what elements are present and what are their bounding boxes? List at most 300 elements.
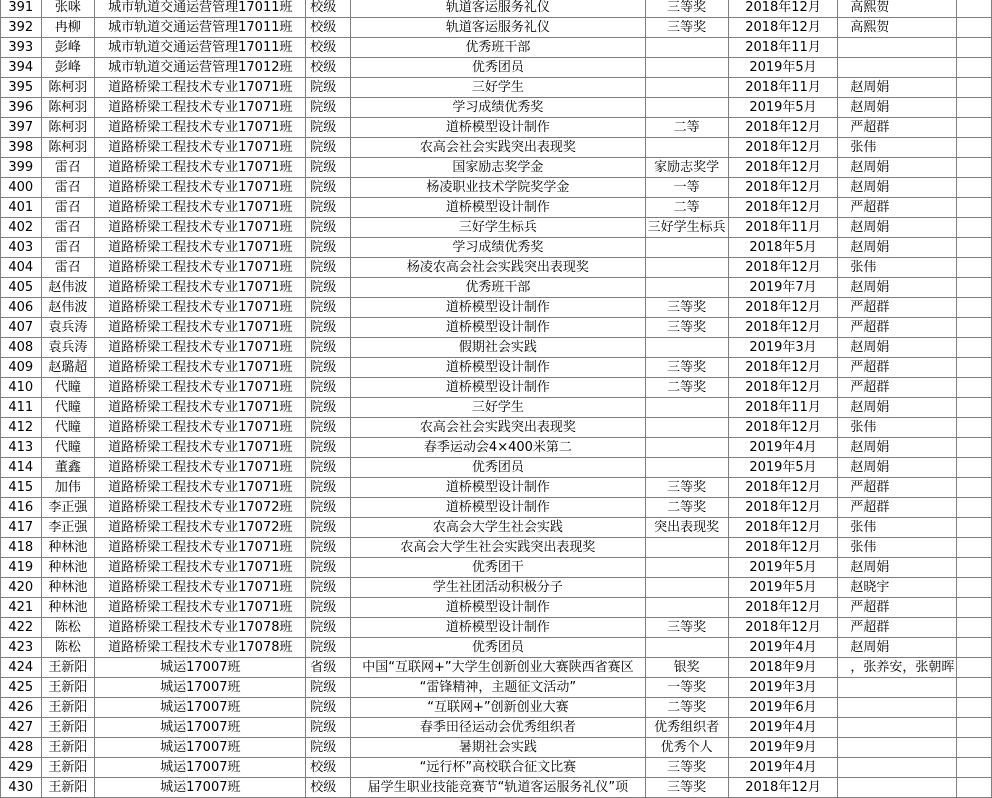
teacher-cell[interactable] <box>838 758 957 778</box>
date-cell[interactable]: 2018年12月 <box>728 18 838 38</box>
row-number-cell[interactable]: 404 <box>1 258 42 278</box>
date-cell[interactable]: 2018年12月 <box>728 618 838 638</box>
award-cell[interactable]: 道桥模型设计制作 <box>351 618 645 638</box>
level-cell[interactable]: 院级 <box>306 498 351 518</box>
teacher-cell[interactable]: 赵周娟 <box>838 158 957 178</box>
date-cell[interactable]: 2018年12月 <box>728 158 838 178</box>
grade-cell[interactable] <box>645 558 728 578</box>
teacher-cell[interactable] <box>838 778 957 798</box>
teacher-cell[interactable]: 严超群 <box>838 618 957 638</box>
empty-cell[interactable] <box>957 0 992 18</box>
row-number-cell[interactable]: 423 <box>1 638 42 658</box>
class-cell[interactable]: 道路桥梁工程技术专业17071班 <box>95 78 306 98</box>
teacher-cell[interactable]: 赵周娟 <box>838 638 957 658</box>
row-number-cell[interactable]: 416 <box>1 498 42 518</box>
class-cell[interactable]: 道路桥梁工程技术专业17071班 <box>95 378 306 398</box>
level-cell[interactable]: 院级 <box>306 678 351 698</box>
award-cell[interactable]: 春季运动会4×400米第二 <box>351 438 645 458</box>
empty-cell[interactable] <box>957 738 992 758</box>
award-cell[interactable]: 道桥模型设计制作 <box>351 498 645 518</box>
row-number-cell[interactable]: 415 <box>1 478 42 498</box>
level-cell[interactable]: 院级 <box>306 718 351 738</box>
class-cell[interactable]: 道路桥梁工程技术专业17071班 <box>95 198 306 218</box>
level-cell[interactable]: 校级 <box>306 58 351 78</box>
student-name-cell[interactable]: 雷召 <box>41 218 95 238</box>
date-cell[interactable]: 2018年12月 <box>728 478 838 498</box>
row-number-cell[interactable]: 409 <box>1 358 42 378</box>
grade-cell[interactable]: 三等奖 <box>645 18 728 38</box>
level-cell[interactable]: 院级 <box>306 478 351 498</box>
grade-cell[interactable] <box>645 98 728 118</box>
grade-cell[interactable] <box>645 258 728 278</box>
class-cell[interactable]: 城市轨道交通运营管理17012班 <box>95 58 306 78</box>
grade-cell[interactable]: 优秀组织者 <box>645 718 728 738</box>
empty-cell[interactable] <box>957 518 992 538</box>
row-number-cell[interactable]: 429 <box>1 758 42 778</box>
row-number-cell[interactable]: 393 <box>1 38 42 58</box>
teacher-cell[interactable]: 严超群 <box>838 118 957 138</box>
row-number-cell[interactable]: 418 <box>1 538 42 558</box>
grade-cell[interactable]: 家励志奖学 <box>645 158 728 178</box>
row-number-cell[interactable]: 392 <box>1 18 42 38</box>
teacher-cell[interactable]: 严超群 <box>838 198 957 218</box>
student-name-cell[interactable]: 种林池 <box>41 558 95 578</box>
date-cell[interactable]: 2018年12月 <box>728 778 838 798</box>
class-cell[interactable]: 道路桥梁工程技术专业17071班 <box>95 118 306 138</box>
award-cell[interactable]: 道桥模型设计制作 <box>351 198 645 218</box>
teacher-cell[interactable]: 严超群 <box>838 298 957 318</box>
teacher-cell[interactable]: 严超群 <box>838 598 957 618</box>
row-number-cell[interactable]: 405 <box>1 278 42 298</box>
award-cell[interactable]: 三好学生 <box>351 398 645 418</box>
level-cell[interactable]: 校级 <box>306 0 351 18</box>
award-cell[interactable]: 道桥模型设计制作 <box>351 318 645 338</box>
empty-cell[interactable] <box>957 438 992 458</box>
class-cell[interactable]: 道路桥梁工程技术专业17072班 <box>95 498 306 518</box>
class-cell[interactable]: 道路桥梁工程技术专业17071班 <box>95 158 306 178</box>
empty-cell[interactable] <box>957 38 992 58</box>
student-name-cell[interactable]: 王新阳 <box>41 778 95 798</box>
level-cell[interactable]: 院级 <box>306 698 351 718</box>
level-cell[interactable]: 院级 <box>306 98 351 118</box>
student-name-cell[interactable]: 赵伟波 <box>41 278 95 298</box>
teacher-cell[interactable]: 赵周娟 <box>838 98 957 118</box>
empty-cell[interactable] <box>957 418 992 438</box>
teacher-cell[interactable]: 赵周娟 <box>838 278 957 298</box>
date-cell[interactable]: 2018年12月 <box>728 198 838 218</box>
row-number-cell[interactable]: 413 <box>1 438 42 458</box>
teacher-cell[interactable]: 张伟 <box>838 418 957 438</box>
class-cell[interactable]: 道路桥梁工程技术专业17071班 <box>95 418 306 438</box>
level-cell[interactable]: 院级 <box>306 378 351 398</box>
row-number-cell[interactable]: 411 <box>1 398 42 418</box>
teacher-cell[interactable]: 高熙贺 <box>838 18 957 38</box>
row-number-cell[interactable]: 412 <box>1 418 42 438</box>
date-cell[interactable]: 2019年5月 <box>728 98 838 118</box>
level-cell[interactable]: 院级 <box>306 178 351 198</box>
class-cell[interactable]: 城运17007班 <box>95 658 306 678</box>
student-name-cell[interactable]: 种林池 <box>41 598 95 618</box>
empty-cell[interactable] <box>957 78 992 98</box>
grade-cell[interactable]: 二等 <box>645 118 728 138</box>
teacher-cell[interactable]: 赵周娟 <box>838 178 957 198</box>
grade-cell[interactable] <box>645 578 728 598</box>
date-cell[interactable]: 2019年4月 <box>728 438 838 458</box>
grade-cell[interactable]: 三等奖 <box>645 478 728 498</box>
student-name-cell[interactable]: 张咪 <box>41 0 95 18</box>
student-name-cell[interactable]: 雷召 <box>41 238 95 258</box>
teacher-cell[interactable] <box>838 698 957 718</box>
date-cell[interactable]: 2018年12月 <box>728 298 838 318</box>
student-name-cell[interactable]: 王新阳 <box>41 678 95 698</box>
date-cell[interactable]: 2018年12月 <box>728 258 838 278</box>
level-cell[interactable]: 院级 <box>306 638 351 658</box>
class-cell[interactable]: 道路桥梁工程技术专业17071班 <box>95 558 306 578</box>
student-name-cell[interactable]: 袁兵涛 <box>41 338 95 358</box>
teacher-cell[interactable]: 赵周娟 <box>838 78 957 98</box>
grade-cell[interactable] <box>645 398 728 418</box>
student-name-cell[interactable]: 雷召 <box>41 258 95 278</box>
date-cell[interactable]: 2018年11月 <box>728 38 838 58</box>
empty-cell[interactable] <box>957 98 992 118</box>
date-cell[interactable]: 2018年12月 <box>728 318 838 338</box>
date-cell[interactable]: 2018年12月 <box>728 418 838 438</box>
class-cell[interactable]: 道路桥梁工程技术专业17071班 <box>95 298 306 318</box>
empty-cell[interactable] <box>957 598 992 618</box>
level-cell[interactable]: 院级 <box>306 158 351 178</box>
row-number-cell[interactable]: 422 <box>1 618 42 638</box>
award-cell[interactable]: 优秀团员 <box>351 458 645 478</box>
date-cell[interactable]: 2018年11月 <box>728 218 838 238</box>
award-cell[interactable]: 暑期社会实践 <box>351 738 645 758</box>
level-cell[interactable]: 院级 <box>306 418 351 438</box>
row-number-cell[interactable]: 427 <box>1 718 42 738</box>
date-cell[interactable]: 2018年12月 <box>728 0 838 18</box>
student-name-cell[interactable]: 王新阳 <box>41 658 95 678</box>
level-cell[interactable]: 院级 <box>306 198 351 218</box>
award-cell[interactable]: 杨凌农高会社会实践突出表现奖 <box>351 258 645 278</box>
award-cell[interactable]: “雷锋精神，主题征文活动” <box>351 678 645 698</box>
date-cell[interactable]: 2018年12月 <box>728 538 838 558</box>
student-name-cell[interactable]: 陈柯羽 <box>41 118 95 138</box>
level-cell[interactable]: 院级 <box>306 518 351 538</box>
empty-cell[interactable] <box>957 258 992 278</box>
class-cell[interactable]: 城运17007班 <box>95 758 306 778</box>
student-name-cell[interactable]: 李正强 <box>41 518 95 538</box>
student-name-cell[interactable]: 董鑫 <box>41 458 95 478</box>
award-cell[interactable]: 优秀团干 <box>351 558 645 578</box>
date-cell[interactable]: 2018年11月 <box>728 398 838 418</box>
teacher-cell[interactable]: 赵周娟 <box>838 218 957 238</box>
award-cell[interactable]: 轨道客运服务礼仪 <box>351 18 645 38</box>
empty-cell[interactable] <box>957 198 992 218</box>
grade-cell[interactable]: 三等奖 <box>645 778 728 798</box>
empty-cell[interactable] <box>957 138 992 158</box>
teacher-cell[interactable]: 赵周娟 <box>838 458 957 478</box>
row-number-cell[interactable]: 395 <box>1 78 42 98</box>
date-cell[interactable]: 2018年12月 <box>728 138 838 158</box>
award-cell[interactable]: 道桥模型设计制作 <box>351 478 645 498</box>
student-name-cell[interactable]: 彭峰 <box>41 58 95 78</box>
student-name-cell[interactable]: 代瞳 <box>41 438 95 458</box>
row-number-cell[interactable]: 419 <box>1 558 42 578</box>
empty-cell[interactable] <box>957 58 992 78</box>
level-cell[interactable]: 院级 <box>306 618 351 638</box>
row-number-cell[interactable]: 424 <box>1 658 42 678</box>
teacher-cell[interactable]: 张伟 <box>838 258 957 278</box>
student-name-cell[interactable]: 王新阳 <box>41 698 95 718</box>
level-cell[interactable]: 校级 <box>306 778 351 798</box>
date-cell[interactable]: 2019年5月 <box>728 458 838 478</box>
level-cell[interactable]: 院级 <box>306 298 351 318</box>
empty-cell[interactable] <box>957 18 992 38</box>
date-cell[interactable]: 2019年7月 <box>728 278 838 298</box>
class-cell[interactable]: 城市轨道交通运营管理17011班 <box>95 0 306 18</box>
class-cell[interactable]: 道路桥梁工程技术专业17078班 <box>95 618 306 638</box>
row-number-cell[interactable]: 403 <box>1 238 42 258</box>
grade-cell[interactable] <box>645 238 728 258</box>
class-cell[interactable]: 道路桥梁工程技术专业17078班 <box>95 638 306 658</box>
empty-cell[interactable] <box>957 178 992 198</box>
level-cell[interactable]: 院级 <box>306 278 351 298</box>
award-cell[interactable]: 优秀班干部 <box>351 38 645 58</box>
teacher-cell[interactable] <box>838 738 957 758</box>
teacher-cell[interactable]: 严超群 <box>838 498 957 518</box>
class-cell[interactable]: 道路桥梁工程技术专业17071班 <box>95 478 306 498</box>
award-cell[interactable]: 学生社团活动积极分子 <box>351 578 645 598</box>
teacher-cell[interactable]: 赵周娟 <box>838 238 957 258</box>
award-cell[interactable]: 学习成绩优秀奖 <box>351 98 645 118</box>
level-cell[interactable]: 院级 <box>306 578 351 598</box>
empty-cell[interactable] <box>957 278 992 298</box>
date-cell[interactable]: 2019年4月 <box>728 718 838 738</box>
grade-cell[interactable]: 二等奖 <box>645 378 728 398</box>
empty-cell[interactable] <box>957 538 992 558</box>
empty-cell[interactable] <box>957 498 992 518</box>
empty-cell[interactable] <box>957 758 992 778</box>
row-number-cell[interactable]: 407 <box>1 318 42 338</box>
grade-cell[interactable]: 二等奖 <box>645 498 728 518</box>
row-number-cell[interactable]: 391 <box>1 0 42 18</box>
student-name-cell[interactable]: 王新阳 <box>41 758 95 778</box>
student-name-cell[interactable]: 种林池 <box>41 538 95 558</box>
empty-cell[interactable] <box>957 218 992 238</box>
student-name-cell[interactable]: 代瞳 <box>41 378 95 398</box>
class-cell[interactable]: 道路桥梁工程技术专业17071班 <box>95 218 306 238</box>
level-cell[interactable]: 院级 <box>306 738 351 758</box>
award-cell[interactable]: 道桥模型设计制作 <box>351 378 645 398</box>
grade-cell[interactable] <box>645 638 728 658</box>
level-cell[interactable]: 院级 <box>306 138 351 158</box>
empty-cell[interactable] <box>957 398 992 418</box>
empty-cell[interactable] <box>957 638 992 658</box>
class-cell[interactable]: 道路桥梁工程技术专业17071班 <box>95 338 306 358</box>
empty-cell[interactable] <box>957 318 992 338</box>
grade-cell[interactable]: 三等奖 <box>645 358 728 378</box>
grade-cell[interactable] <box>645 438 728 458</box>
teacher-cell[interactable]: 张伟 <box>838 518 957 538</box>
row-number-cell[interactable]: 401 <box>1 198 42 218</box>
row-number-cell[interactable]: 394 <box>1 58 42 78</box>
award-cell[interactable]: 农高会社会实践突出表现奖 <box>351 418 645 438</box>
level-cell[interactable]: 院级 <box>306 238 351 258</box>
empty-cell[interactable] <box>957 158 992 178</box>
teacher-cell[interactable]: 严超群 <box>838 358 957 378</box>
row-number-cell[interactable]: 402 <box>1 218 42 238</box>
class-cell[interactable]: 道路桥梁工程技术专业17071班 <box>95 578 306 598</box>
class-cell[interactable]: 道路桥梁工程技术专业17071班 <box>95 178 306 198</box>
award-cell[interactable]: 国家励志奖学金 <box>351 158 645 178</box>
empty-cell[interactable] <box>957 698 992 718</box>
date-cell[interactable]: 2018年12月 <box>728 118 838 138</box>
award-cell[interactable]: 道桥模型设计制作 <box>351 358 645 378</box>
student-name-cell[interactable]: 陈松 <box>41 618 95 638</box>
teacher-cell[interactable]: ，张养安，张朝晖 <box>838 658 957 678</box>
grade-cell[interactable]: 二等奖 <box>645 698 728 718</box>
date-cell[interactable]: 2018年12月 <box>728 518 838 538</box>
date-cell[interactable]: 2019年4月 <box>728 758 838 778</box>
award-cell[interactable]: “远行杯”高校联合征文比赛 <box>351 758 645 778</box>
award-cell[interactable]: 道桥模型设计制作 <box>351 598 645 618</box>
level-cell[interactable]: 院级 <box>306 438 351 458</box>
student-name-cell[interactable]: 李正强 <box>41 498 95 518</box>
row-number-cell[interactable]: 430 <box>1 778 42 798</box>
grade-cell[interactable] <box>645 138 728 158</box>
award-cell[interactable]: 农高会大学生社会实践 <box>351 518 645 538</box>
class-cell[interactable]: 道路桥梁工程技术专业17071班 <box>95 138 306 158</box>
grade-cell[interactable] <box>645 58 728 78</box>
student-name-cell[interactable]: 陈柯羽 <box>41 98 95 118</box>
grade-cell[interactable]: 三好学生标兵 <box>645 218 728 238</box>
date-cell[interactable]: 2018年12月 <box>728 598 838 618</box>
date-cell[interactable]: 2019年5月 <box>728 58 838 78</box>
level-cell[interactable]: 院级 <box>306 458 351 478</box>
grade-cell[interactable]: 优秀个人 <box>645 738 728 758</box>
teacher-cell[interactable]: 赵周娟 <box>838 398 957 418</box>
grade-cell[interactable] <box>645 338 728 358</box>
award-cell[interactable]: 学习成绩优秀奖 <box>351 238 645 258</box>
grade-cell[interactable]: 一等奖 <box>645 678 728 698</box>
date-cell[interactable]: 2019年3月 <box>728 338 838 358</box>
row-number-cell[interactable]: 406 <box>1 298 42 318</box>
award-cell[interactable]: 优秀团员 <box>351 638 645 658</box>
grade-cell[interactable]: 三等奖 <box>645 298 728 318</box>
level-cell[interactable]: 校级 <box>306 18 351 38</box>
row-number-cell[interactable]: 421 <box>1 598 42 618</box>
empty-cell[interactable] <box>957 658 992 678</box>
student-name-cell[interactable]: 陈松 <box>41 638 95 658</box>
teacher-cell[interactable]: 严超群 <box>838 378 957 398</box>
row-number-cell[interactable]: 410 <box>1 378 42 398</box>
class-cell[interactable]: 城运17007班 <box>95 698 306 718</box>
row-number-cell[interactable]: 397 <box>1 118 42 138</box>
row-number-cell[interactable]: 420 <box>1 578 42 598</box>
date-cell[interactable]: 2018年12月 <box>728 378 838 398</box>
student-name-cell[interactable]: 袁兵涛 <box>41 318 95 338</box>
student-name-cell[interactable]: 王新阳 <box>41 738 95 758</box>
empty-cell[interactable] <box>957 718 992 738</box>
grade-cell[interactable] <box>645 278 728 298</box>
level-cell[interactable]: 院级 <box>306 538 351 558</box>
date-cell[interactable]: 2019年5月 <box>728 558 838 578</box>
class-cell[interactable]: 道路桥梁工程技术专业17071班 <box>95 318 306 338</box>
class-cell[interactable]: 城运17007班 <box>95 678 306 698</box>
teacher-cell[interactable]: 赵周娟 <box>838 558 957 578</box>
class-cell[interactable]: 道路桥梁工程技术专业17071班 <box>95 458 306 478</box>
grade-cell[interactable] <box>645 598 728 618</box>
date-cell[interactable]: 2018年12月 <box>728 178 838 198</box>
award-cell[interactable]: 春季田径运动会优秀组织者 <box>351 718 645 738</box>
level-cell[interactable]: 院级 <box>306 78 351 98</box>
award-cell[interactable]: 优秀班干部 <box>351 278 645 298</box>
student-name-cell[interactable]: 雷召 <box>41 198 95 218</box>
row-number-cell[interactable]: 399 <box>1 158 42 178</box>
student-name-cell[interactable]: 陈柯羽 <box>41 78 95 98</box>
award-cell[interactable]: 杨凌职业技术学院奖学金 <box>351 178 645 198</box>
date-cell[interactable]: 2019年9月 <box>728 738 838 758</box>
class-cell[interactable]: 道路桥梁工程技术专业17071班 <box>95 358 306 378</box>
student-name-cell[interactable]: 王新阳 <box>41 718 95 738</box>
teacher-cell[interactable]: 严超群 <box>838 318 957 338</box>
level-cell[interactable]: 省级 <box>306 658 351 678</box>
empty-cell[interactable] <box>957 778 992 798</box>
award-cell[interactable]: 农高会社会实践突出表现奖 <box>351 138 645 158</box>
row-number-cell[interactable]: 400 <box>1 178 42 198</box>
empty-cell[interactable] <box>957 378 992 398</box>
teacher-cell[interactable]: 高熙贺 <box>838 0 957 18</box>
date-cell[interactable]: 2018年9月 <box>728 658 838 678</box>
award-cell[interactable]: 道桥模型设计制作 <box>351 118 645 138</box>
date-cell[interactable]: 2018年11月 <box>728 78 838 98</box>
student-name-cell[interactable]: 赵伟波 <box>41 298 95 318</box>
level-cell[interactable]: 校级 <box>306 38 351 58</box>
empty-cell[interactable] <box>957 358 992 378</box>
row-number-cell[interactable]: 408 <box>1 338 42 358</box>
class-cell[interactable]: 城市轨道交通运营管理17011班 <box>95 38 306 58</box>
empty-cell[interactable] <box>957 298 992 318</box>
class-cell[interactable]: 城运17007班 <box>95 718 306 738</box>
class-cell[interactable]: 城运17007班 <box>95 778 306 798</box>
empty-cell[interactable] <box>957 578 992 598</box>
teacher-cell[interactable] <box>838 38 957 58</box>
row-number-cell[interactable]: 428 <box>1 738 42 758</box>
class-cell[interactable]: 道路桥梁工程技术专业17071班 <box>95 98 306 118</box>
level-cell[interactable]: 校级 <box>306 758 351 778</box>
level-cell[interactable]: 院级 <box>306 398 351 418</box>
award-cell[interactable]: 三好学生标兵 <box>351 218 645 238</box>
row-number-cell[interactable]: 414 <box>1 458 42 478</box>
teacher-cell[interactable]: 张伟 <box>838 538 957 558</box>
empty-cell[interactable] <box>957 238 992 258</box>
teacher-cell[interactable]: 赵周娟 <box>838 438 957 458</box>
grade-cell[interactable]: 银奖 <box>645 658 728 678</box>
award-cell[interactable]: 农高会大学生社会实践突出表现奖 <box>351 538 645 558</box>
level-cell[interactable]: 院级 <box>306 598 351 618</box>
level-cell[interactable]: 院级 <box>306 358 351 378</box>
award-cell[interactable]: 道桥模型设计制作 <box>351 298 645 318</box>
grade-cell[interactable] <box>645 538 728 558</box>
class-cell[interactable]: 城运17007班 <box>95 738 306 758</box>
date-cell[interactable]: 2018年5月 <box>728 238 838 258</box>
student-name-cell[interactable]: 彭峰 <box>41 38 95 58</box>
award-cell[interactable]: 三好学生 <box>351 78 645 98</box>
grade-cell[interactable] <box>645 78 728 98</box>
empty-cell[interactable] <box>957 618 992 638</box>
level-cell[interactable]: 院级 <box>306 558 351 578</box>
empty-cell[interactable] <box>957 118 992 138</box>
student-name-cell[interactable]: 冉柳 <box>41 18 95 38</box>
grade-cell[interactable]: 二等 <box>645 198 728 218</box>
